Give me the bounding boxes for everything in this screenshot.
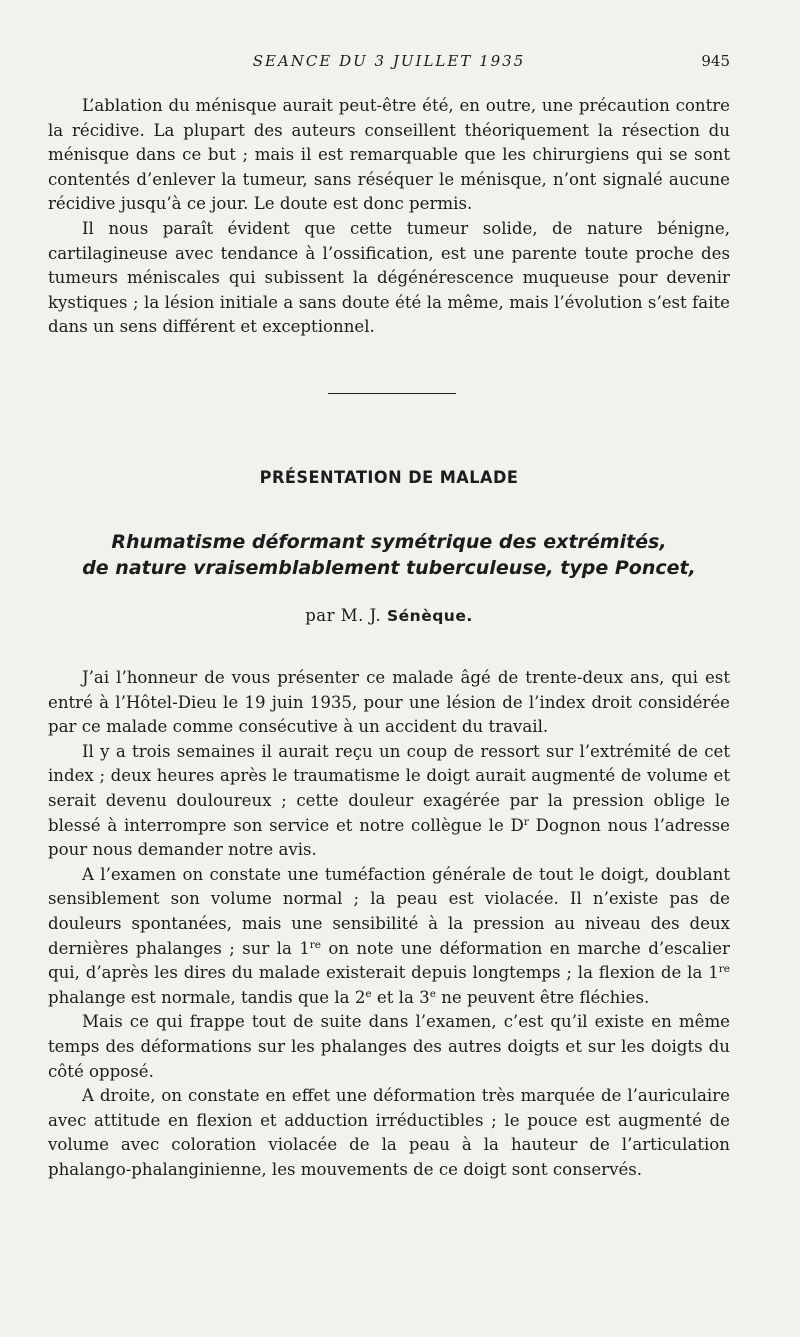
- running-title: SEANCE DU 3 JUILLET 1935: [252, 52, 526, 70]
- text-run: A l’examen on constate une tuméfaction générale de tout le doigt, doublant sensiblement son volume normal ; la peau est violacée. Il n’existe pas de douleurs spontanées, mais une sensibilité à la pression au niveau des deux dernières phalanges ; sur la 1: [48, 864, 730, 958]
- paragraph: Il nous paraît évident que cette tumeur solide, de nature bénigne, cartilagineuse avec tendance à l’ossification, est une parente toute proche des tumeurs méniscales qui subissent la dégénérescence muqueuse pour devenir kystiques ; la lésion initiale a sans doute été la même, mais l’évolution s’est faite dans un sens différent et exceptionnel.: [48, 218, 730, 337]
- text-run: phalange est normale, tandis que la 2: [48, 987, 366, 1007]
- section-divider: [328, 393, 456, 394]
- article-body: [48, 666, 730, 1182]
- paragraph: Mais ce qui frappe tout de suite dans l’examen, c’est qu’il existe en même temps des déformations sur les phalanges des autres doigts et sur les doigts du côté opposé.: [48, 1012, 730, 1081]
- paragraph: [48, 740, 730, 863]
- superscript: re: [718, 963, 730, 976]
- article-title: [48, 529, 730, 581]
- author-name: Sénèque.: [386, 607, 473, 625]
- paragraph: J’ai l’honneur de vous présenter ce malade âgé de trente-deux ans, qui est entré à l’Hôtel-Dieu le 19 juin 1935, pour une lésion de l’index droit considérée par ce malade comme consécutive à un accident du travail.: [48, 668, 730, 737]
- text-run: ne peuvent être fléchies.: [435, 987, 650, 1007]
- byline-prefix: par M. J.: [305, 606, 382, 625]
- article-title-line: Rhumatisme déformant symétrique des extrémités,: [111, 531, 667, 553]
- paragraph: [48, 863, 730, 1011]
- page-number: 945: [701, 52, 730, 70]
- text-run: Dognon nous l’adresse pour nous demander notre avis.: [48, 815, 730, 860]
- superscript: e: [429, 987, 436, 1000]
- text-run: et la 3: [371, 987, 430, 1007]
- paragraph: L’ablation du ménisque aurait peut-être été, en outre, une précaution contre la récidive. La plupart des auteurs conseillent théoriquement la résection du ménisque dans ce but ; mais il est remarquable que les chirurgiens qui se sont contentés d’enlever la tumeur, sans réséquer le ménisque, n’ont signalé aucune récidive jusqu’à ce jour. Le doute est donc permis.: [48, 96, 730, 214]
- article-title-line: de nature vraisemblablement tuberculeuse, type Poncet,: [82, 557, 696, 579]
- section-heading: PRÉSENTATION DE MALADE: [259, 468, 519, 488]
- text-run: on note une déformation en marche d’escalier qui, d’après les dires du malade existerait depuis longtemps ; la flexion de la 1: [48, 938, 730, 983]
- continued-text: [48, 94, 730, 340]
- superscript: r: [523, 815, 529, 828]
- superscript: e: [365, 987, 372, 1000]
- paragraph: A droite, on constate en effet une déformation très marquée de l’auriculaire avec attitude en flexion et adduction irréductibles ; le pouce est augmenté de volume avec coloration violacée de la peau à la hauteur de l’articulation phalango-phalanginienne, les mouvements de ce doigt sont conservés.: [48, 1086, 730, 1179]
- running-head: [48, 52, 730, 74]
- text-run: Il y a trois semaines il aurait reçu un coup de ressort sur l’extrémité de cet index ; deux heures après le traumatisme le doigt aurait augmenté de volume et serait devenu douloureux ; cette douleur exagérée par la pression oblige le blessé à interrompre son service et notre collègue le D: [48, 741, 730, 835]
- byline: [48, 606, 730, 625]
- superscript: re: [309, 938, 322, 951]
